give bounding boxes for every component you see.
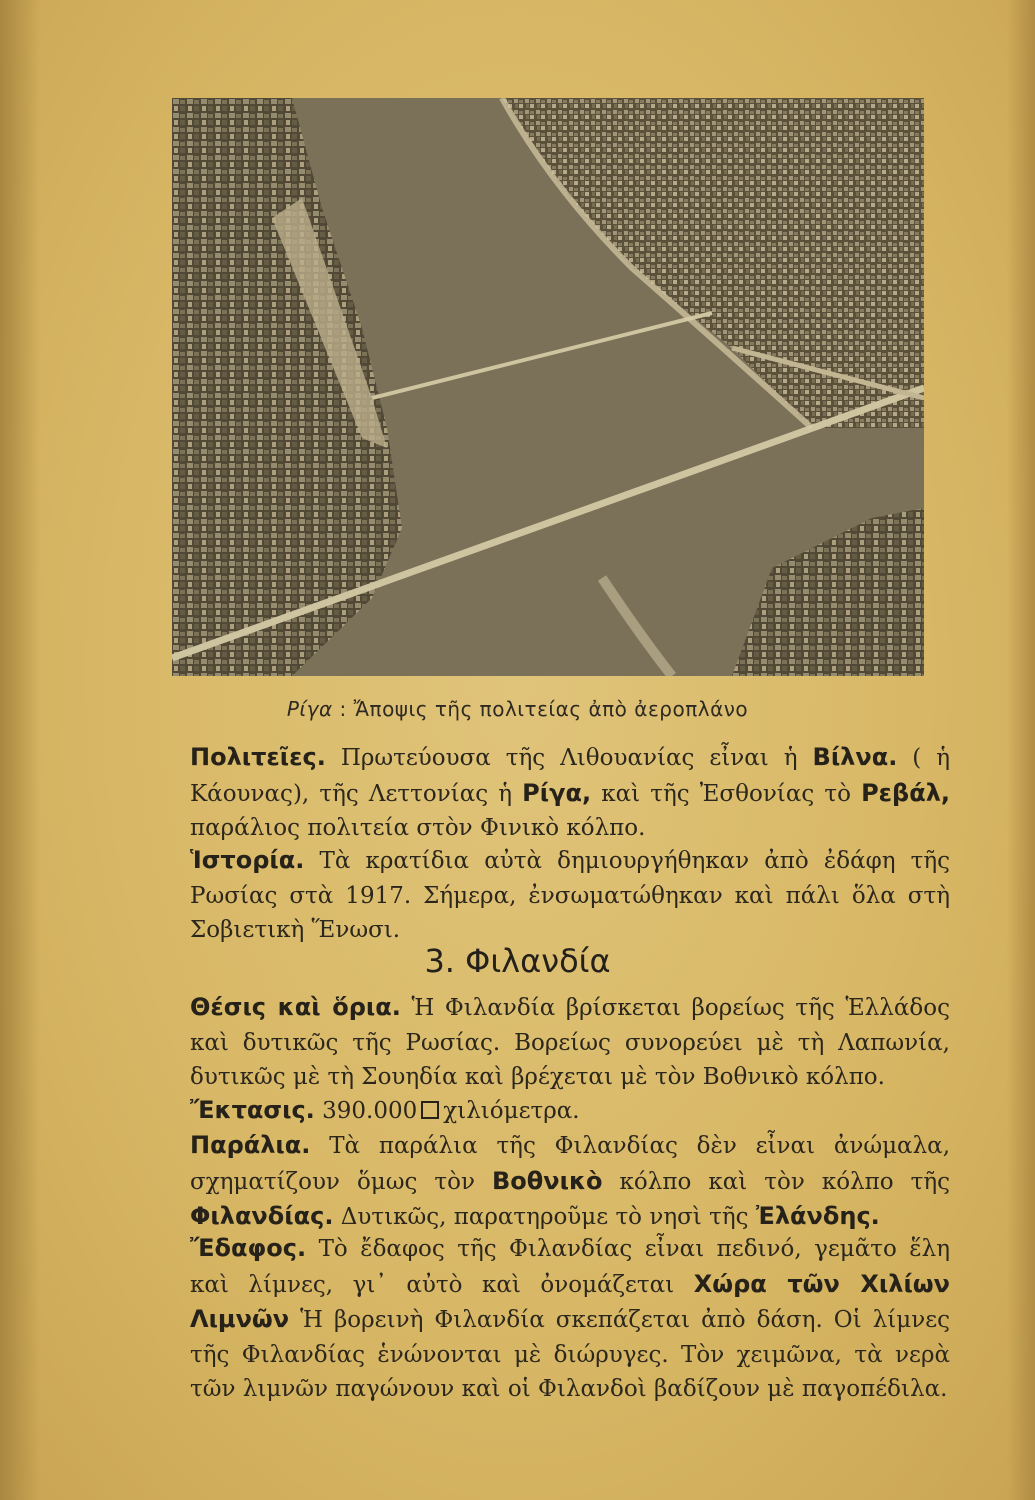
paralia-bold-2: Φιλανδίας.	[190, 1202, 334, 1230]
heading-ektasis: Ἔκτασις.	[190, 1096, 315, 1124]
paragraph-edafos	[190, 1231, 950, 1407]
paragraph-politeies	[190, 740, 950, 846]
paragraph-history	[190, 843, 950, 948]
ektasis-value: 390.000	[322, 1098, 418, 1124]
paralia-text-3: Δυτικῶς, παρατηροῦμε τὸ νησὶ τῆς	[340, 1204, 749, 1230]
edafos-text-1: Τὸ ἔδαφος τῆς Φιλανδίας εἶναι πεδινό, γεμᾶτο ἕλη καὶ λίμνες, γι᾿ αὐτὸ καὶ ὀνομάζεται	[190, 1236, 950, 1298]
heading-paralia: Παράλια.	[190, 1131, 311, 1159]
page-edge-right	[1007, 0, 1035, 1500]
caption-text: Ἄποψις τῆς πολιτείας ἀπὸ ἀεροπλάνο	[353, 697, 749, 721]
paralia-text-2: κόλπο καὶ τὸν κόλπο τῆς	[619, 1168, 951, 1195]
paralia-bold-1: Βοθνικὸ	[491, 1166, 603, 1195]
page-edge-left	[0, 0, 40, 1500]
aerial-photo-drawing	[172, 98, 924, 676]
politeies-bold-1: Βίλνα.	[812, 743, 898, 771]
politeies-text-4: παράλιος πολιτεία στὸν Φινικὸ κόλπο.	[190, 815, 646, 841]
caption-place: Ρίγα	[286, 697, 333, 721]
thesis-text: Ἡ Φιλανδία βρίσκεται βορείως τῆς Ἑλλάδος καὶ δυτικῶς τῆς Ρωσίας. Βορείως συνορεύει μὲ τὴ Λαπωνία, δυτικῶς μὲ τὴ Σουηδία καὶ βρέχεται μὲ τὸν Βοθνικὸ κόλπο.	[190, 995, 950, 1090]
edafos-bold-1: Χώρα τῶν Χιλίων Λιμνῶν	[190, 1269, 951, 1333]
politeies-text-3: καὶ τῆς Ἐσθονίας τὸ	[601, 780, 851, 807]
section-title: 3. Φιλανδία	[424, 942, 611, 980]
heading-edafos: Ἔδαφος.	[190, 1234, 307, 1262]
paralia-bold-3: Ἐλάνδης.	[755, 1202, 880, 1230]
politeies-bold-3: Ρεβάλ,	[861, 778, 950, 807]
paragraph-thesis	[190, 990, 950, 1095]
paragraph-ektasis	[190, 1093, 950, 1129]
aerial-photo-riga	[172, 98, 924, 676]
paralia-text-1: Τὰ παράλια τῆς Φιλανδίας δὲν εἶναι ἀνώμαλα, σχηματίζουν ὅμως τὸν	[190, 1133, 951, 1195]
history-text: Τὰ κρατίδια αὐτὰ δημιουργήθηκαν ἀπὸ ἐδάφη τῆς Ρωσίας στὰ 1917. Σήμερα, ἐνσωματώθηκαν καὶ πάλι ὅλα στὴ Σοβιετικὴ Ἕνωσι.	[190, 848, 951, 943]
heading-thesis: Θέσις καὶ ὅρια.	[190, 993, 401, 1021]
politeies-text-2: ( ἡ Κάουνας), τῆς Λεττονίας ἡ	[190, 745, 951, 807]
photo-caption	[0, 697, 1035, 721]
paragraph-paralia	[190, 1128, 950, 1235]
heading-history: Ἱστορία.	[190, 846, 305, 874]
ektasis-unit: χιλιόμετρα.	[443, 1098, 580, 1124]
heading-politeies: Πολιτεῖες.	[190, 743, 326, 771]
politeies-text-1: Πρωτεύουσα τῆς Λιθουανίας εἶναι ἡ	[340, 745, 798, 771]
square-icon	[421, 1101, 439, 1119]
politeies-bold-2: Ρίγα,	[522, 778, 592, 807]
caption-separator: :	[339, 697, 347, 721]
edafos-text-2: Ἡ βορεινὴ Φιλανδία σκεπάζεται ἀπὸ δάση. Οἱ λίμνες τῆς Φιλανδίας ἑνώνονται μὲ διώρυγες. Τὸν χειμῶνα, τὰ νερὰ τῶν λιμνῶν παγώνουν καὶ οἱ Φιλανδοὶ βαδίζουν μὲ παγοπέδιλα.	[190, 1307, 951, 1402]
